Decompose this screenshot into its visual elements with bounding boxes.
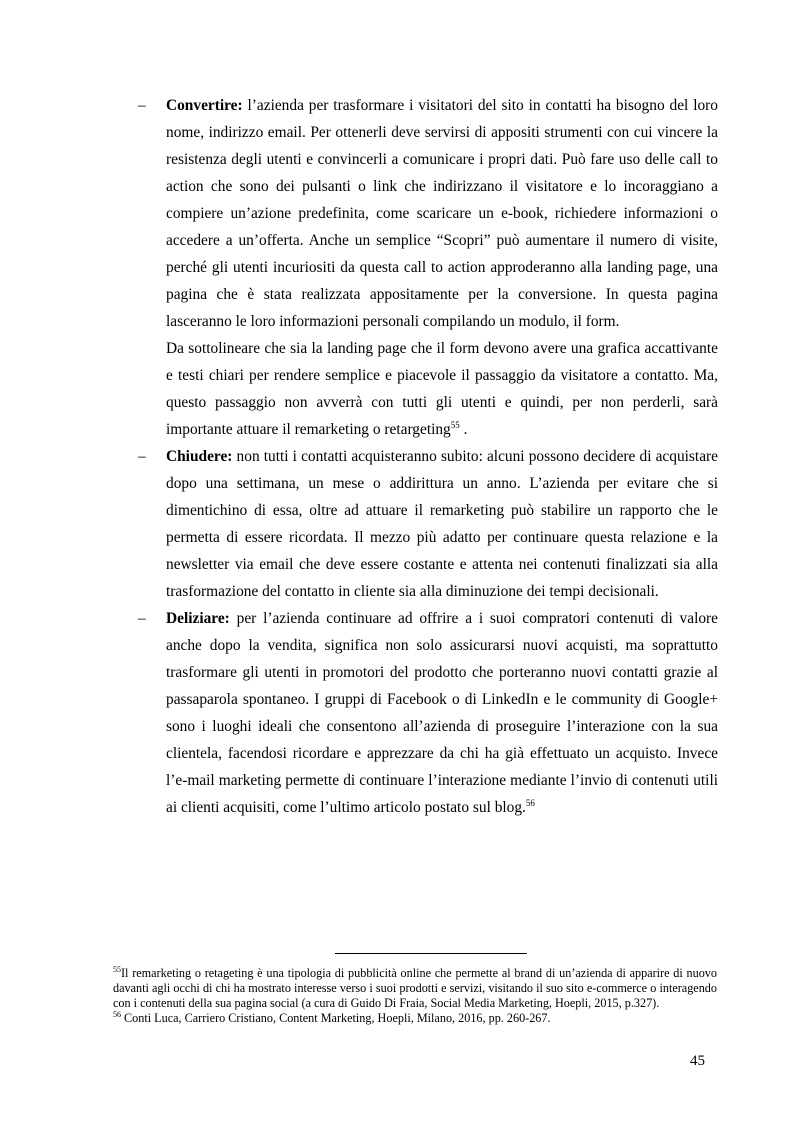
paragraph-text: per l’azienda continuare ad offrire a i suoi compratori contenuti di valore anche dopo la vendita, significa non solo assicurarsi nuovi acquisti, ma soprattutto trasformare gli utenti in promotori del prodotto che porteranno nuovi contatti grazie al passaparola spontaneo. I gruppi di Facebook o di LinkedIn e le community di Google+ sono i luoghi ideali che consentono all’azienda di proseguire l’interazione con la sua clientela, facendosi ricordare e apprezzare da chi ha già effettuato un acquisto. Invece l’e-mail marketing permette di continuare l’interazione mediante l’invio di contenuti utili ai clienti acquisiti, come l’ultimo articolo postato sul blog. <box>166 610 718 816</box>
list-dash: – <box>138 610 146 627</box>
paragraph <box>166 443 718 605</box>
footnote-ref[interactable]: 56 <box>525 797 535 808</box>
list-item-chiudere <box>138 443 718 605</box>
footnote <box>113 1011 717 1026</box>
footnote-number: 55 <box>113 964 121 974</box>
footnote-separator <box>335 953 527 954</box>
list-item-deliziare <box>138 605 718 821</box>
body-text <box>138 92 718 821</box>
term-label: Chiudere: <box>166 448 233 465</box>
term-label: Deliziare: <box>166 610 230 627</box>
paragraph-tail: . <box>459 421 468 438</box>
footnote-text: Conti Luca, Carriero Cristiano, Content Marketing, Hoepli, Milano, 2016, pp. 260-267. <box>121 1011 551 1025</box>
paragraph <box>166 605 718 821</box>
list-dash: – <box>138 448 146 465</box>
paragraph <box>166 92 718 335</box>
footnotes <box>113 966 717 1026</box>
paragraph-text: l’azienda per trasformare i visitatori del sito in contatti ha bisogno del loro nome, indirizzo email. Per ottenerli deve servirsi di appositi strumenti con cui vincere la resistenza degli utenti e convincerli a comunicare i propri dati. Può fare uso delle call to action che sono dei pulsanti o link che indirizzano il visitatore e lo incoraggiano a compiere un’azione predefinita, come scaricare un e-book, richiedere informazioni o accedere a un’offerta. Anche un semplice “Scopri” può aumentare il numero di visite, perché gli utenti incuriositi da questa call to action approderanno alla landing page, una pagina che è stata realizzata appositamente per la conversione. In questa pagina lasceranno le loro informazioni personali compilando un modulo, il form. <box>166 97 718 330</box>
list-item-convertire <box>138 92 718 443</box>
list-dash: – <box>138 97 146 114</box>
footnote-number: 56 <box>113 1009 121 1019</box>
footnote <box>113 966 717 1011</box>
footnote-text: Il remarketing o retageting è una tipologia di pubblicità online che permette al brand di un’azienda di apparire di nuovo davanti agli occhi di chi ha mostrato interesse verso i suoi prodotti e servizi, visitando il suo sito e-commerce o interagendo con i contenuti della sua pagina social (a cura di Guido Di Fraia, Social Media Marketing, Hoepli, 2015, p.327). <box>113 966 717 1010</box>
paragraph-text: Da sottolineare che sia la landing page che il form devono avere una grafica accattivante e testi chiari per rendere semplice e piacevole il passaggio da visitatore a contatto. Ma, questo passaggio non avverrà con tutti gli utenti e quindi, per non perderli, sarà importante attuare il remarketing o retargeting <box>166 340 718 438</box>
paragraph-text: non tutti i contatti acquisteranno subito: alcuni possono decidere di acquistare dopo una settimana, un mese o addirittura un anno. L’azienda per evitare che si dimentichino di essa, oltre ad attuare il remarketing può stabilire un rapporto che le permetta di essere ricordata. Il mezzo più adatto per continuare questa relazione e la newsletter via email che deve essere costante e attenta nei contenuti finalizzati sia alla trasformazione del contatto in cliente sia alla diminuzione dei tempi decisionali. <box>166 448 718 600</box>
paragraph <box>166 335 718 443</box>
footnote-ref[interactable]: 55 <box>450 419 460 430</box>
page-number: 45 <box>690 1053 705 1069</box>
term-label: Convertire: <box>166 97 243 114</box>
